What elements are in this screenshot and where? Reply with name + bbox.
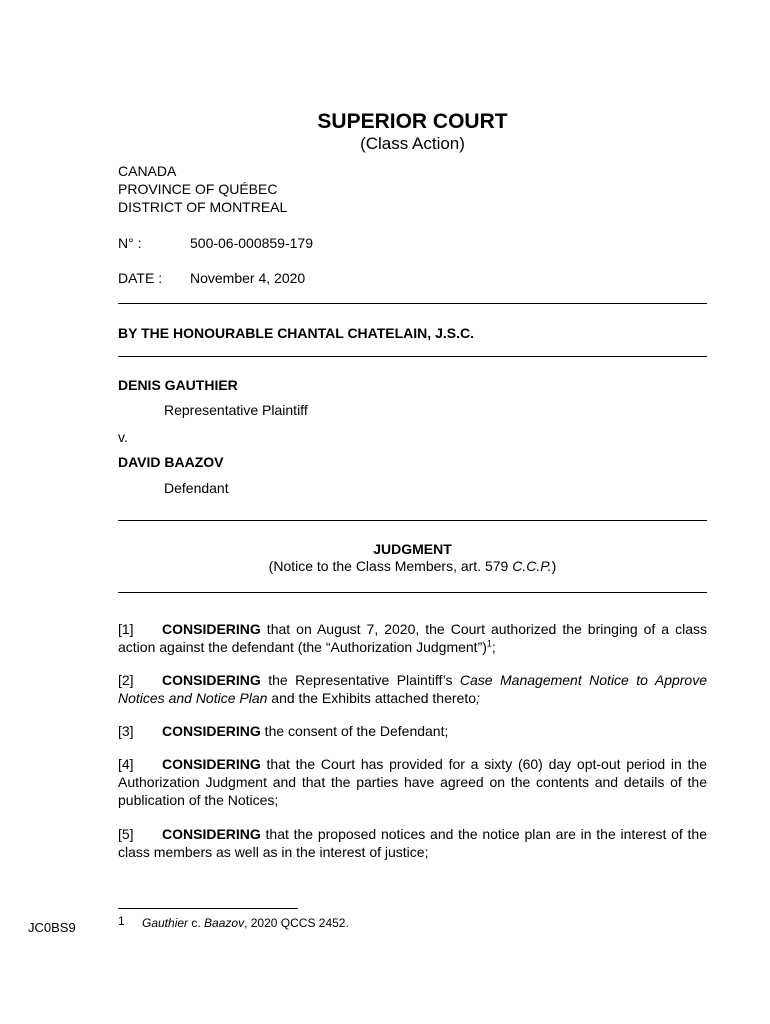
defendant-role: Defendant (164, 480, 229, 496)
file-number-label: N° : (118, 235, 142, 251)
file-number: 500-06-000859-179 (190, 235, 313, 251)
divider (118, 356, 707, 357)
paragraph-number: [4] (118, 756, 134, 772)
defendant-name: DAVID BAAZOV (118, 454, 224, 470)
footnote-number: 1 (118, 914, 125, 928)
divider (118, 520, 707, 521)
date-label: DATE : (118, 270, 163, 286)
judgment-heading: JUDGMENT (373, 541, 452, 557)
date-value: November 4, 2020 (190, 270, 306, 286)
paragraph-2: [2] CONSIDERING the Representative Plaintiff’s Case Management Notice to Approve Notices and Notice Plan and the Exhibits attached thereto; (118, 672, 707, 706)
paragraph-number: [2] (118, 672, 134, 688)
country: CANADA (118, 163, 177, 179)
paragraph-number: [5] (118, 826, 134, 842)
paragraph-number: [1] (118, 621, 134, 637)
plaintiff-name: DENIS GAUTHIER (118, 377, 238, 393)
paragraph-1: [1] CONSIDERING that on August 7, 2020, the Court authorized the bringing of a class action against the defendant (the “Authorization Judgment”)$^1$; (118, 621, 707, 655)
judgment-subheading: (Notice to the Class Members, art. 579 C.C.P.) (268, 558, 557, 574)
paragraph-3: [3] CONSIDERING the consent of the Defendant; (118, 723, 449, 739)
footnote-ref: 1 (486, 638, 492, 649)
district: DISTRICT OF MONTREAL (118, 199, 288, 215)
paragraph-4: [4] CONSIDERING that the Court has provided for a sixty (60) day opt-out period in the Authorization Judgment and that the parties have agreed on the contents and details of the publication of the Notices; (118, 756, 707, 808)
paragraph-number: [3] (118, 723, 134, 739)
court-title: SUPERIOR COURT (317, 110, 508, 133)
document-code: JC0BS9 (28, 920, 76, 935)
province: PROVINCE OF QUÉBEC (118, 181, 278, 197)
footnote-rule (118, 908, 298, 909)
paragraph-5: [5] CONSIDERING that the proposed notices and the notice plan are in the interest of the class members as well as in the interest of justice; (118, 826, 707, 860)
divider (118, 303, 707, 304)
judge-line: BY THE HONOURABLE CHANTAL CHATELAIN, J.S.C. (118, 325, 474, 341)
plaintiff-role: Representative Plaintiff (164, 402, 308, 418)
footnote-text: Gauthier c. Baazov, 2020 QCCS 2452. (142, 916, 349, 930)
versus: v. (118, 429, 128, 445)
proceeding-type: (Class Action) (360, 134, 465, 153)
divider (118, 592, 707, 593)
